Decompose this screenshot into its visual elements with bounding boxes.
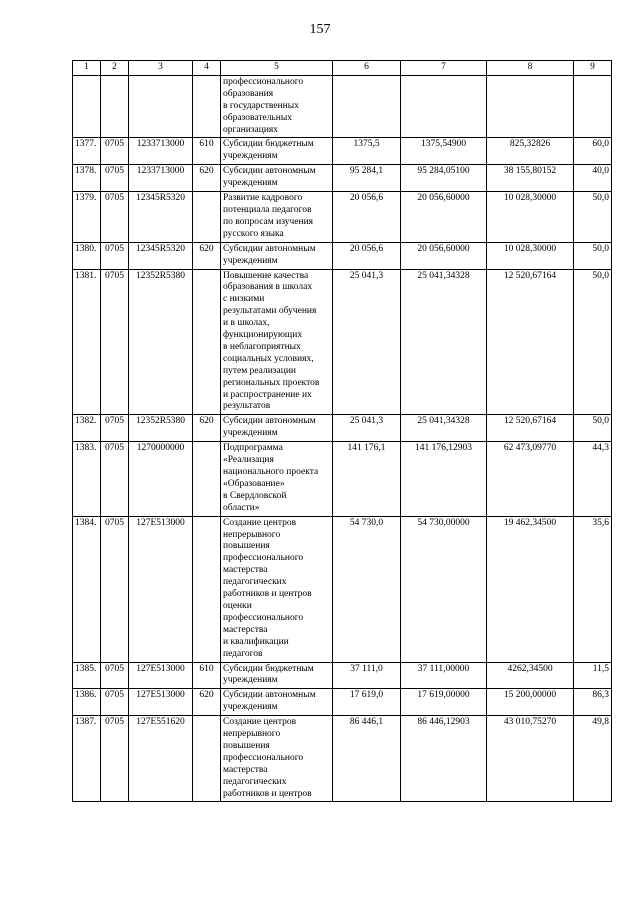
execution-percent: 49,8 xyxy=(574,716,612,802)
approved-amount: 141 176,12903 xyxy=(401,442,487,516)
page-number: 157 xyxy=(309,22,331,37)
item-name: Субсидии бюджетным учреждениям xyxy=(221,662,333,689)
expense-type-code xyxy=(193,442,221,516)
item-name: Создание центров непрерывного повышения профессионального мастерства педагогических работников и центров оценки профессионального мастерства и квалификации педагогов xyxy=(221,516,333,662)
table-row xyxy=(73,716,612,802)
column-header: 7 xyxy=(401,61,487,76)
row-number: 1387. xyxy=(73,716,101,802)
expense-type-code: 620 xyxy=(193,689,221,716)
executed-amount: 12 520,67164 xyxy=(487,269,574,415)
target-article-code: 127E513000 xyxy=(129,662,193,689)
approved-amount: 25 041,34328 xyxy=(401,269,487,415)
table-row xyxy=(73,269,612,415)
target-article-code: 12345R5320 xyxy=(129,242,193,269)
item-name: Создание центров непрерывного повышения профессионального мастерства педагогических работников и центров xyxy=(221,716,333,802)
executed-amount: 10 028,30000 xyxy=(487,192,574,243)
executed-amount: 62 473,09770 xyxy=(487,442,574,516)
planned-amount: 20 056,6 xyxy=(333,192,401,243)
row-number: 1380. xyxy=(73,242,101,269)
table-row xyxy=(73,192,612,243)
approved-amount: 54 730,00000 xyxy=(401,516,487,662)
table-row xyxy=(73,165,612,192)
execution-percent xyxy=(574,75,612,138)
section-code: 0705 xyxy=(101,442,129,516)
approved-amount: 25 041,34328 xyxy=(401,415,487,442)
approved-amount xyxy=(401,75,487,138)
table-row xyxy=(73,242,612,269)
execution-percent: 44,3 xyxy=(574,442,612,516)
expense-type-code xyxy=(193,192,221,243)
planned-amount: 20 056,6 xyxy=(333,242,401,269)
target-article-code: 1270000000 xyxy=(129,442,193,516)
executed-amount: 825,32826 xyxy=(487,138,574,165)
row-number: 1383. xyxy=(73,442,101,516)
table-row xyxy=(73,662,612,689)
item-name: Подпрограмма «Реализация национального проекта «Образование» в Свердловской области» xyxy=(221,442,333,516)
expense-type-code: 620 xyxy=(193,165,221,192)
execution-percent: 40,0 xyxy=(574,165,612,192)
approved-amount: 20 056,60000 xyxy=(401,192,487,243)
section-code: 0705 xyxy=(101,269,129,415)
item-name: Субсидии автономным учреждениям xyxy=(221,165,333,192)
target-article-code xyxy=(129,75,193,138)
section-code: 0705 xyxy=(101,716,129,802)
section-code: 0705 xyxy=(101,689,129,716)
execution-percent: 60,0 xyxy=(574,138,612,165)
approved-amount: 1375,54900 xyxy=(401,138,487,165)
executed-amount xyxy=(487,75,574,138)
executed-amount: 43 010,75270 xyxy=(487,716,574,802)
execution-percent: 50,0 xyxy=(574,192,612,243)
target-article-code: 12352R5380 xyxy=(129,415,193,442)
item-name: Субсидии автономным учреждениям xyxy=(221,689,333,716)
table-row xyxy=(73,442,612,516)
planned-amount: 17 619,0 xyxy=(333,689,401,716)
target-article-code: 1233713000 xyxy=(129,138,193,165)
row-number: 1386. xyxy=(73,689,101,716)
column-header: 8 xyxy=(487,61,574,76)
approved-amount: 37 111,00000 xyxy=(401,662,487,689)
expense-type-code xyxy=(193,516,221,662)
column-header: 6 xyxy=(333,61,401,76)
expense-type-code: 610 xyxy=(193,662,221,689)
section-code: 0705 xyxy=(101,165,129,192)
table-row xyxy=(73,415,612,442)
execution-percent: 50,0 xyxy=(574,415,612,442)
target-article-code: 1233713000 xyxy=(129,165,193,192)
row-number: 1378. xyxy=(73,165,101,192)
budget-table xyxy=(72,60,612,802)
section-code: 0705 xyxy=(101,242,129,269)
item-name: Субсидии автономным учреждениям xyxy=(221,242,333,269)
item-name: Развитие кадрового потенциала педагогов по вопросам изучения русского языка xyxy=(221,192,333,243)
table-body xyxy=(73,75,612,802)
section-code: 0705 xyxy=(101,192,129,243)
executed-amount: 38 155,80152 xyxy=(487,165,574,192)
planned-amount: 1375,5 xyxy=(333,138,401,165)
row-number xyxy=(73,75,101,138)
expense-type-code: 610 xyxy=(193,138,221,165)
target-article-code: 127E513000 xyxy=(129,689,193,716)
row-number: 1377. xyxy=(73,138,101,165)
planned-amount: 141 176,1 xyxy=(333,442,401,516)
row-number: 1381. xyxy=(73,269,101,415)
section-code: 0705 xyxy=(101,516,129,662)
target-article-code: 12352R5380 xyxy=(129,269,193,415)
executed-amount: 10 028,30000 xyxy=(487,242,574,269)
column-header: 3 xyxy=(129,61,193,76)
execution-percent: 50,0 xyxy=(574,269,612,415)
row-number: 1384. xyxy=(73,516,101,662)
row-number: 1382. xyxy=(73,415,101,442)
executed-amount: 4262,34500 xyxy=(487,662,574,689)
column-number-row xyxy=(73,61,612,76)
column-header: 5 xyxy=(221,61,333,76)
executed-amount: 19 462,34500 xyxy=(487,516,574,662)
target-article-code: 127E551620 xyxy=(129,716,193,802)
approved-amount: 20 056,60000 xyxy=(401,242,487,269)
column-header: 9 xyxy=(574,61,612,76)
expense-type-code xyxy=(193,716,221,802)
column-header: 1 xyxy=(73,61,101,76)
row-number: 1385. xyxy=(73,662,101,689)
approved-amount: 86 446,12903 xyxy=(401,716,487,802)
expense-type-code xyxy=(193,269,221,415)
executed-amount: 12 520,67164 xyxy=(487,415,574,442)
target-article-code: 12345R5320 xyxy=(129,192,193,243)
target-article-code: 127E513000 xyxy=(129,516,193,662)
execution-percent: 50,0 xyxy=(574,242,612,269)
column-header: 2 xyxy=(101,61,129,76)
section-code: 0705 xyxy=(101,138,129,165)
row-number: 1379. xyxy=(73,192,101,243)
section-code: 0705 xyxy=(101,415,129,442)
planned-amount: 37 111,0 xyxy=(333,662,401,689)
planned-amount xyxy=(333,75,401,138)
execution-percent: 35,6 xyxy=(574,516,612,662)
table-row xyxy=(73,516,612,662)
planned-amount: 95 284,1 xyxy=(333,165,401,192)
item-name: Повышение качества образования в школах с низкими результатами обучения и в школах, функционирующих в неблагоприятных социальных условиях, путем реализации региональных проектов и распространение их результатов xyxy=(221,269,333,415)
section-code xyxy=(101,75,129,138)
planned-amount: 25 041,3 xyxy=(333,415,401,442)
item-name: Субсидии автономным учреждениям xyxy=(221,415,333,442)
execution-percent: 11,5 xyxy=(574,662,612,689)
table-row xyxy=(73,138,612,165)
section-code: 0705 xyxy=(101,662,129,689)
executed-amount: 15 200,00000 xyxy=(487,689,574,716)
table-row xyxy=(73,689,612,716)
item-name: Субсидии бюджетным учреждениям xyxy=(221,138,333,165)
expense-type-code: 620 xyxy=(193,415,221,442)
approved-amount: 17 619,00000 xyxy=(401,689,487,716)
expense-type-code xyxy=(193,75,221,138)
approved-amount: 95 284,05100 xyxy=(401,165,487,192)
column-header: 4 xyxy=(193,61,221,76)
planned-amount: 54 730,0 xyxy=(333,516,401,662)
execution-percent: 86,3 xyxy=(574,689,612,716)
planned-amount: 25 041,3 xyxy=(333,269,401,415)
expense-type-code: 620 xyxy=(193,242,221,269)
planned-amount: 86 446,1 xyxy=(333,716,401,802)
item-name: профессионального образования в государственных образовательных организациях xyxy=(221,75,333,138)
table-row xyxy=(73,75,612,138)
